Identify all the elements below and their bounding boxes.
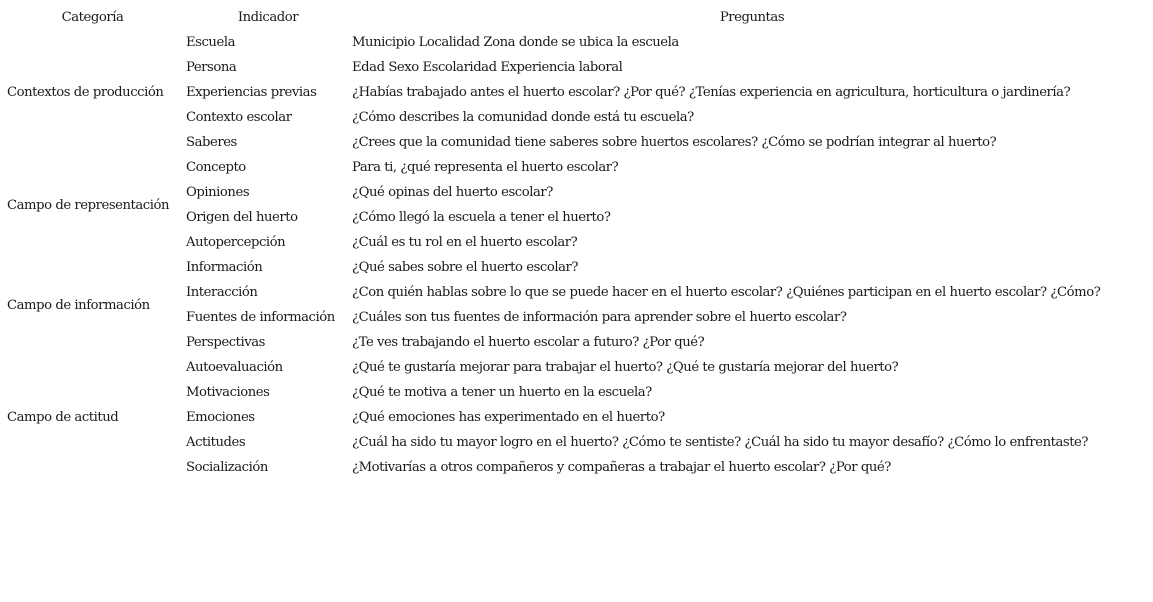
indicators-table [0,5,1153,480]
question-cell: ¿Qué sabes sobre el huerto escolar? [352,260,578,275]
question-cell: ¿Habías trabajado antes el huerto escolar? ¿Por qué? ¿Tenías experiencia en agricultura, horticultura o jardinería? [352,85,1071,100]
question-cell: ¿Cuáles son tus fuentes de información para aprender sobre el huerto escolar? [352,310,847,325]
header-indicador: Indicador [237,10,299,25]
table-row [0,255,1153,280]
indicator-cell: Opiniones [186,185,250,200]
question-cell: Para ti, ¿qué representa el huerto escolar? [352,160,619,175]
indicator-cell: Escuela [186,35,236,50]
indicator-cell: Información [186,260,263,275]
header-preguntas: Preguntas [719,10,785,25]
question-cell: Edad Sexo Escolaridad Experiencia laboral [352,60,623,75]
category-cell: Contextos de producción [7,85,164,100]
question-cell: ¿Cuál ha sido tu mayor logro en el huerto? ¿Cómo te sentiste? ¿Cuál ha sido tu mayor desafío? ¿Cómo lo enfrentaste? [352,435,1089,450]
indicator-cell: Actitudes [186,435,246,450]
indicator-cell: Autoevaluación [186,360,283,375]
question-cell: ¿Qué emociones has experimentado en el huerto? [352,410,665,425]
question-cell: ¿Motivarías a otros compañeros y compañeras a trabajar el huerto escolar? ¿Por qué? [352,460,891,475]
indicator-cell: Origen del huerto [186,210,298,225]
indicator-cell: Interacción [186,285,258,300]
indicator-cell: Concepto [186,160,246,175]
question-cell: ¿Cómo llegó la escuela a tener el huerto? [352,210,611,225]
indicator-cell: Perspectivas [186,335,265,350]
indicator-cell: Contexto escolar [186,110,292,125]
category-cell: Campo de información [7,297,150,313]
question-cell: Municipio Localidad Zona donde se ubica la escuela [352,35,679,50]
indicator-cell: Fuentes de información [186,310,335,325]
category-cell: Campo de actitud [7,410,119,425]
header-row [0,5,1153,30]
question-cell: ¿Qué te gustaría mejorar para trabajar el huerto? ¿Qué te gustaría mejorar del huerto? [352,360,899,375]
table-row [0,355,1153,380]
indicator-cell: Saberes [186,135,237,150]
indicator-cell: Autopercepción [186,235,286,250]
table-row [0,155,1153,180]
indicator-cell: Socialización [186,460,268,475]
indicator-cell: Emociones [186,410,255,425]
table-row [0,30,1153,55]
header-categoria: Categoría [61,10,124,25]
question-cell: ¿Crees que la comunidad tiene saberes sobre huertos escolares? ¿Cómo se podrían integrar al huerto? [352,135,997,150]
question-cell: ¿Te ves trabajando el huerto escolar a futuro? ¿Por qué? [352,335,705,350]
indicator-cell: Persona [186,60,237,75]
indicator-cell: Experiencias previas [186,85,317,100]
question-cell: ¿Qué opinas del huerto escolar? [352,185,553,200]
question-cell: ¿Cómo describes la comunidad donde está tu escuela? [352,110,694,125]
indicator-cell: Motivaciones [186,385,270,400]
category-cell: Campo de representación [7,197,170,213]
question-cell: ¿Con quién hablas sobre lo que se puede hacer en el huerto escolar? ¿Quiénes participan en el huerto escolar? ¿Cómo? [352,285,1101,300]
question-cell: ¿Cuál es tu rol en el huerto escolar? [352,235,578,250]
question-cell: ¿Qué te motiva a tener un huerto en la escuela? [352,385,652,400]
